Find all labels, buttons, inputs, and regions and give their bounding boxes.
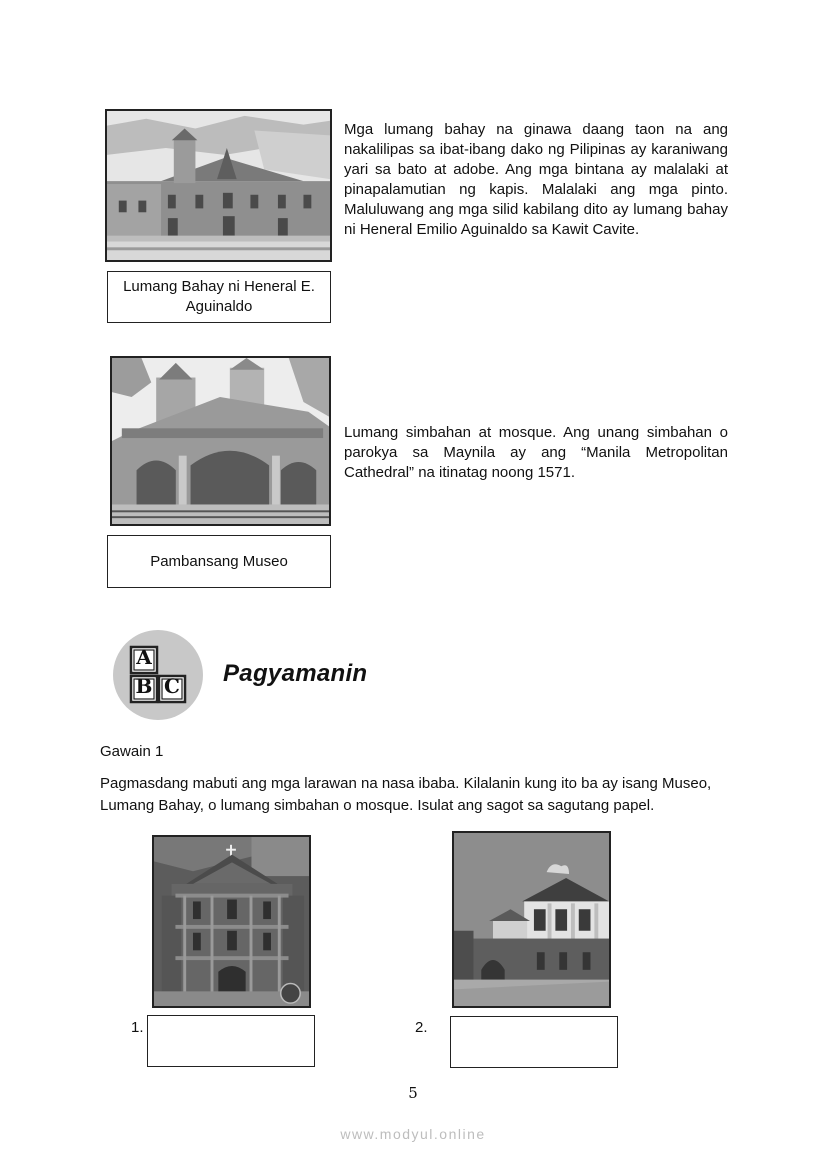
block-letter-a: A: [136, 645, 152, 669]
activity-title: Gawain 1: [100, 743, 164, 760]
watermark: www.modyul.online: [340, 1126, 486, 1142]
old-house-photo: [452, 831, 611, 1008]
item-number-1: 1.: [131, 1019, 144, 1036]
abc-blocks-icon: [112, 630, 204, 720]
paragraph-lumang-bahay: Mga lumang bahay na ginawa daang taon na ang nakalilipas sa ibat-ibang dako ng Pilipinas ay karaniwang yari sa bato at adobe. Ang mga bintana ay malalaki at pinapalamutian ng kapis. Malalaki ang mga pinto. Maluluwang ang mga silid kabilang dito ay lumang bahay ni Heneral Emilio Aguinaldo sa Kawit Cavite.: [344, 121, 728, 238]
cathedral-photo: [110, 356, 331, 526]
page-number: 5: [408, 1084, 418, 1102]
paragraph-lumang-simbahan: Lumang simbahan at mosque. Ang unang simbahan o parokya sa Maynila ay ang “Manila Metropolitan Cathedral” na itinatag noong 1571.: [344, 424, 728, 481]
block-letter-c: C: [164, 674, 180, 698]
item-number-2: 2.: [415, 1019, 428, 1036]
stone-church-photo: [152, 835, 311, 1008]
answer-box-1[interactable]: [147, 1015, 315, 1067]
caption-block1: Lumang Bahay ni Heneral E. Aguinaldo: [107, 271, 331, 323]
section-title: Pagyamanin: [223, 660, 368, 687]
caption-block2: Pambansang Museo: [107, 535, 331, 588]
activity-instructions: Pagmasdang mabuti ang mga larawan na nasa ibaba. Kilalanin kung ito ba ay isang Museo, Lumang Bahay, o lumang simbahan o mosque. Isulat ang sagot sa sagutang papel.: [100, 775, 712, 814]
answer-box-2[interactable]: [450, 1016, 618, 1068]
block-letter-b: B: [135, 674, 153, 698]
mansion-photo: [105, 109, 332, 262]
